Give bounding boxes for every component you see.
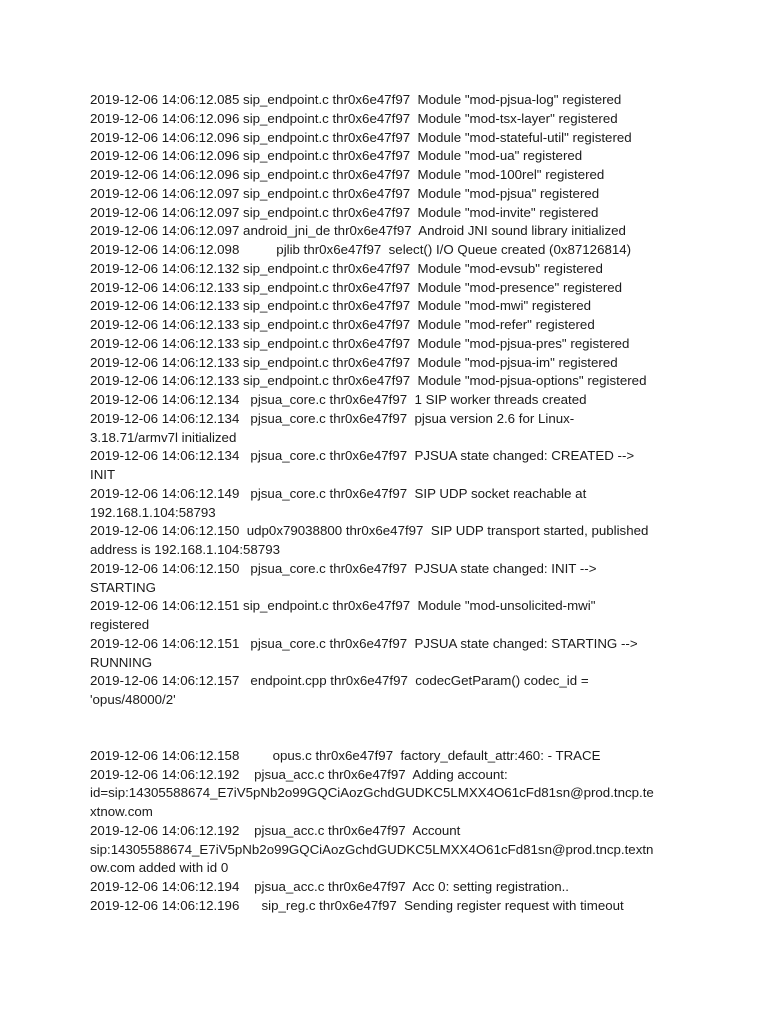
log-document bbox=[90, 91, 690, 916]
log-line: 2019-12-06 14:06:12.194 pjsua_acc.c thr0x6e47f97 Acc 0: setting registration.. bbox=[90, 879, 569, 894]
log-line: 2019-12-06 14:06:12.192 pjsua_acc.c thr0x6e47f97 Adding account: bbox=[90, 766, 508, 782]
log-line-continuation: STARTING bbox=[90, 579, 156, 595]
log-line-continuation: 3.18.71/armv7l initialized bbox=[90, 429, 237, 445]
log-line: 2019-12-06 14:06:12.133 sip_endpoint.c thr0x6e47f97 Module "mod-pjsua-pres" registered bbox=[90, 335, 630, 351]
log-line: 2019-12-06 14:06:12.134 pjsua_core.c thr0x6e47f97 1 SIP worker threads created bbox=[90, 392, 587, 407]
log-line: 2019-12-06 14:06:12.096 sip_endpoint.c thr0x6e47f97 Module "mod-100rel" registered bbox=[90, 167, 605, 182]
log-line: 2019-12-06 14:06:12.151 sip_endpoint.c thr0x6e47f97 Module "mod-unsolicited-mwi" bbox=[90, 598, 596, 614]
log-line-continuation: xtnow.com bbox=[90, 804, 153, 819]
log-line-continuation: address is 192.168.1.104:58793 bbox=[90, 542, 281, 557]
log-line: 2019-12-06 14:06:12.150 udp0x79038800 thr0x6e47f97 SIP UDP transport started, published bbox=[90, 523, 649, 539]
log-line: 2019-12-06 14:06:12.158 opus.c thr0x6e47f97 factory_default_attr:460: - TRACE bbox=[90, 747, 601, 763]
paragraph-gap bbox=[90, 710, 690, 747]
log-line: 2019-12-06 14:06:12.133 sip_endpoint.c thr0x6e47f97 Module "mod-presence" registered bbox=[90, 279, 623, 295]
log-line: 2019-12-06 14:06:12.098 pjlib thr0x6e47f97 select() I/O Queue created (0x87126814) bbox=[90, 242, 632, 257]
log-line: 2019-12-06 14:06:12.149 pjsua_core.c thr0x6e47f97 SIP UDP socket reachable at bbox=[90, 485, 587, 501]
log-line-continuation: ow.com added with id 0 bbox=[90, 860, 229, 876]
log-line: 2019-12-06 14:06:12.096 sip_endpoint.c thr0x6e47f97 Module "mod-tsx-layer" registered bbox=[90, 110, 618, 126]
log-line: 2019-12-06 14:06:12.096 sip_endpoint.c thr0x6e47f97 Module "mod-stateful-util" registered bbox=[90, 129, 632, 145]
log-line: 2019-12-06 14:06:12.151 pjsua_core.c thr0x6e47f97 PJSUA state changed: STARTING --> bbox=[90, 635, 638, 651]
log-line: 2019-12-06 14:06:12.192 pjsua_acc.c thr0x6e47f97 Account bbox=[90, 822, 461, 838]
log-line-continuation: id=sip:14305588674_E7iV5pNb2o99GQCiAozGchdGUDKC5LMXX4O61cFd81sn@prod.tncp.te bbox=[90, 785, 654, 801]
log-line: 2019-12-06 14:06:12.196 sip_reg.c thr0x6e47f97 Sending register request with timeout bbox=[90, 897, 624, 913]
log-line: 2019-12-06 14:06:12.134 pjsua_core.c thr0x6e47f97 pjsua version 2.6 for Linux- bbox=[90, 410, 575, 426]
log-line: 2019-12-06 14:06:12.150 pjsua_core.c thr0x6e47f97 PJSUA state changed: INIT --> bbox=[90, 560, 597, 576]
log-line-continuation: INIT bbox=[90, 467, 116, 482]
log-line-continuation: 192.168.1.104:58793 bbox=[90, 504, 216, 520]
log-line-continuation: 'opus/48000/2' bbox=[90, 692, 176, 707]
log-line: 2019-12-06 14:06:12.085 sip_endpoint.c thr0x6e47f97 Module "mod-pjsua-log" registered bbox=[90, 92, 622, 107]
log-line: 2019-12-06 14:06:12.133 sip_endpoint.c thr0x6e47f97 Module "mod-mwi" registered bbox=[90, 298, 592, 314]
log-line: 2019-12-06 14:06:12.097 android_jni_de thr0x6e47f97 Android JNI sound library initialized bbox=[90, 223, 626, 239]
log-line-continuation: sip:14305588674_E7iV5pNb2o99GQCiAozGchdGUDKC5LMXX4O61cFd81sn@prod.tncp.textn bbox=[90, 841, 654, 857]
log-line-continuation: RUNNING bbox=[90, 654, 153, 670]
log-line: 2019-12-06 14:06:12.133 sip_endpoint.c thr0x6e47f97 Module "mod-pjsua-im" registered bbox=[90, 354, 618, 370]
log-line: 2019-12-06 14:06:12.097 sip_endpoint.c thr0x6e47f97 Module "mod-invite" registered bbox=[90, 204, 599, 220]
log-line: 2019-12-06 14:06:12.097 sip_endpoint.c thr0x6e47f97 Module "mod-pjsua" registered bbox=[90, 185, 600, 201]
log-block-2 bbox=[90, 747, 690, 916]
log-line: 2019-12-06 14:06:12.096 sip_endpoint.c thr0x6e47f97 Module "mod-ua" registered bbox=[90, 148, 583, 164]
log-line: 2019-12-06 14:06:12.133 sip_endpoint.c thr0x6e47f97 Module "mod-refer" registered bbox=[90, 317, 595, 332]
log-line: 2019-12-06 14:06:12.132 sip_endpoint.c thr0x6e47f97 Module "mod-evsub" registered bbox=[90, 260, 603, 276]
log-block-1 bbox=[90, 91, 690, 710]
log-line: 2019-12-06 14:06:12.134 pjsua_core.c thr0x6e47f97 PJSUA state changed: CREATED --> bbox=[90, 448, 635, 464]
log-line: 2019-12-06 14:06:12.157 endpoint.cpp thr0x6e47f97 codecGetParam() codec_id = bbox=[90, 673, 589, 689]
log-line-continuation: registered bbox=[90, 617, 150, 632]
log-line: 2019-12-06 14:06:12.133 sip_endpoint.c thr0x6e47f97 Module "mod-pjsua-options" registered bbox=[90, 373, 647, 389]
